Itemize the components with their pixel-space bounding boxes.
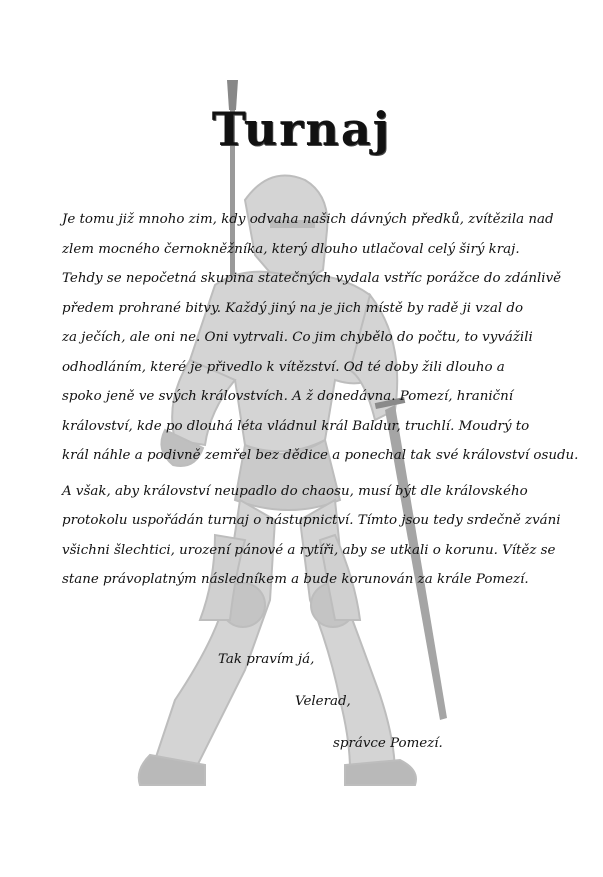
text-line: zlem mocného černokněžníka, který dlouho utlačoval celý širý kraj.: [62, 241, 520, 257]
paragraph-2: [62, 477, 561, 595]
text-line: předem prohrané bitvy. Každý jiný na je jich místě by radě ji vzal do: [62, 300, 524, 316]
announcement-body: [62, 205, 579, 601]
text-line: všichni šlechtici, urození pánové a rytíři, aby se utkali o korunu. Vítěz se: [62, 542, 556, 558]
text-line: král náhle a podivně zemřel bez dědice a ponechal tak své království osudu.: [62, 448, 579, 463]
closing-signature-name: Velerad,: [295, 694, 351, 709]
text-line: stane právoplatným následníkem a bude korunován za krále Pomezí.: [62, 572, 529, 587]
text-line: Je tomu již mnoho zim, kdy odvaha našich dávných předků, zvítězila nad: [62, 212, 554, 227]
text-line: Tehdy se nepočetná skupina statečných vydala vstříc porážce do zdánlivě: [62, 271, 562, 286]
paragraph-1: [62, 205, 579, 471]
page-title: Turnaj: [211, 102, 392, 156]
closing-signature-role: správce Pomezí.: [333, 736, 443, 751]
text-line: za ječích, ale oni ne. Oni vytrvali. Co jim chybělo do počtu, to vyvážili: [62, 330, 533, 345]
text-line: A však, aby království neupadlo do chaosu, musí být dle královského: [62, 483, 528, 499]
text-line: spoko jeně ve svých královstvích. A ž donedávna. Pomezí, hraniční: [62, 389, 514, 404]
text-line: odhodláním, které je přivedlo k vítězství. Od té doby žili dlouho a: [62, 359, 505, 375]
text-line: království, kde po dlouhá léta vládnul král Baldur, truchlí. Moudrý to: [62, 418, 530, 434]
closing-line-1: Tak pravím já,: [218, 652, 315, 667]
text-line: protokolu uspořádán turnaj o nástupnictví. Tímto jsou tedy srdečně zváni: [62, 513, 561, 528]
